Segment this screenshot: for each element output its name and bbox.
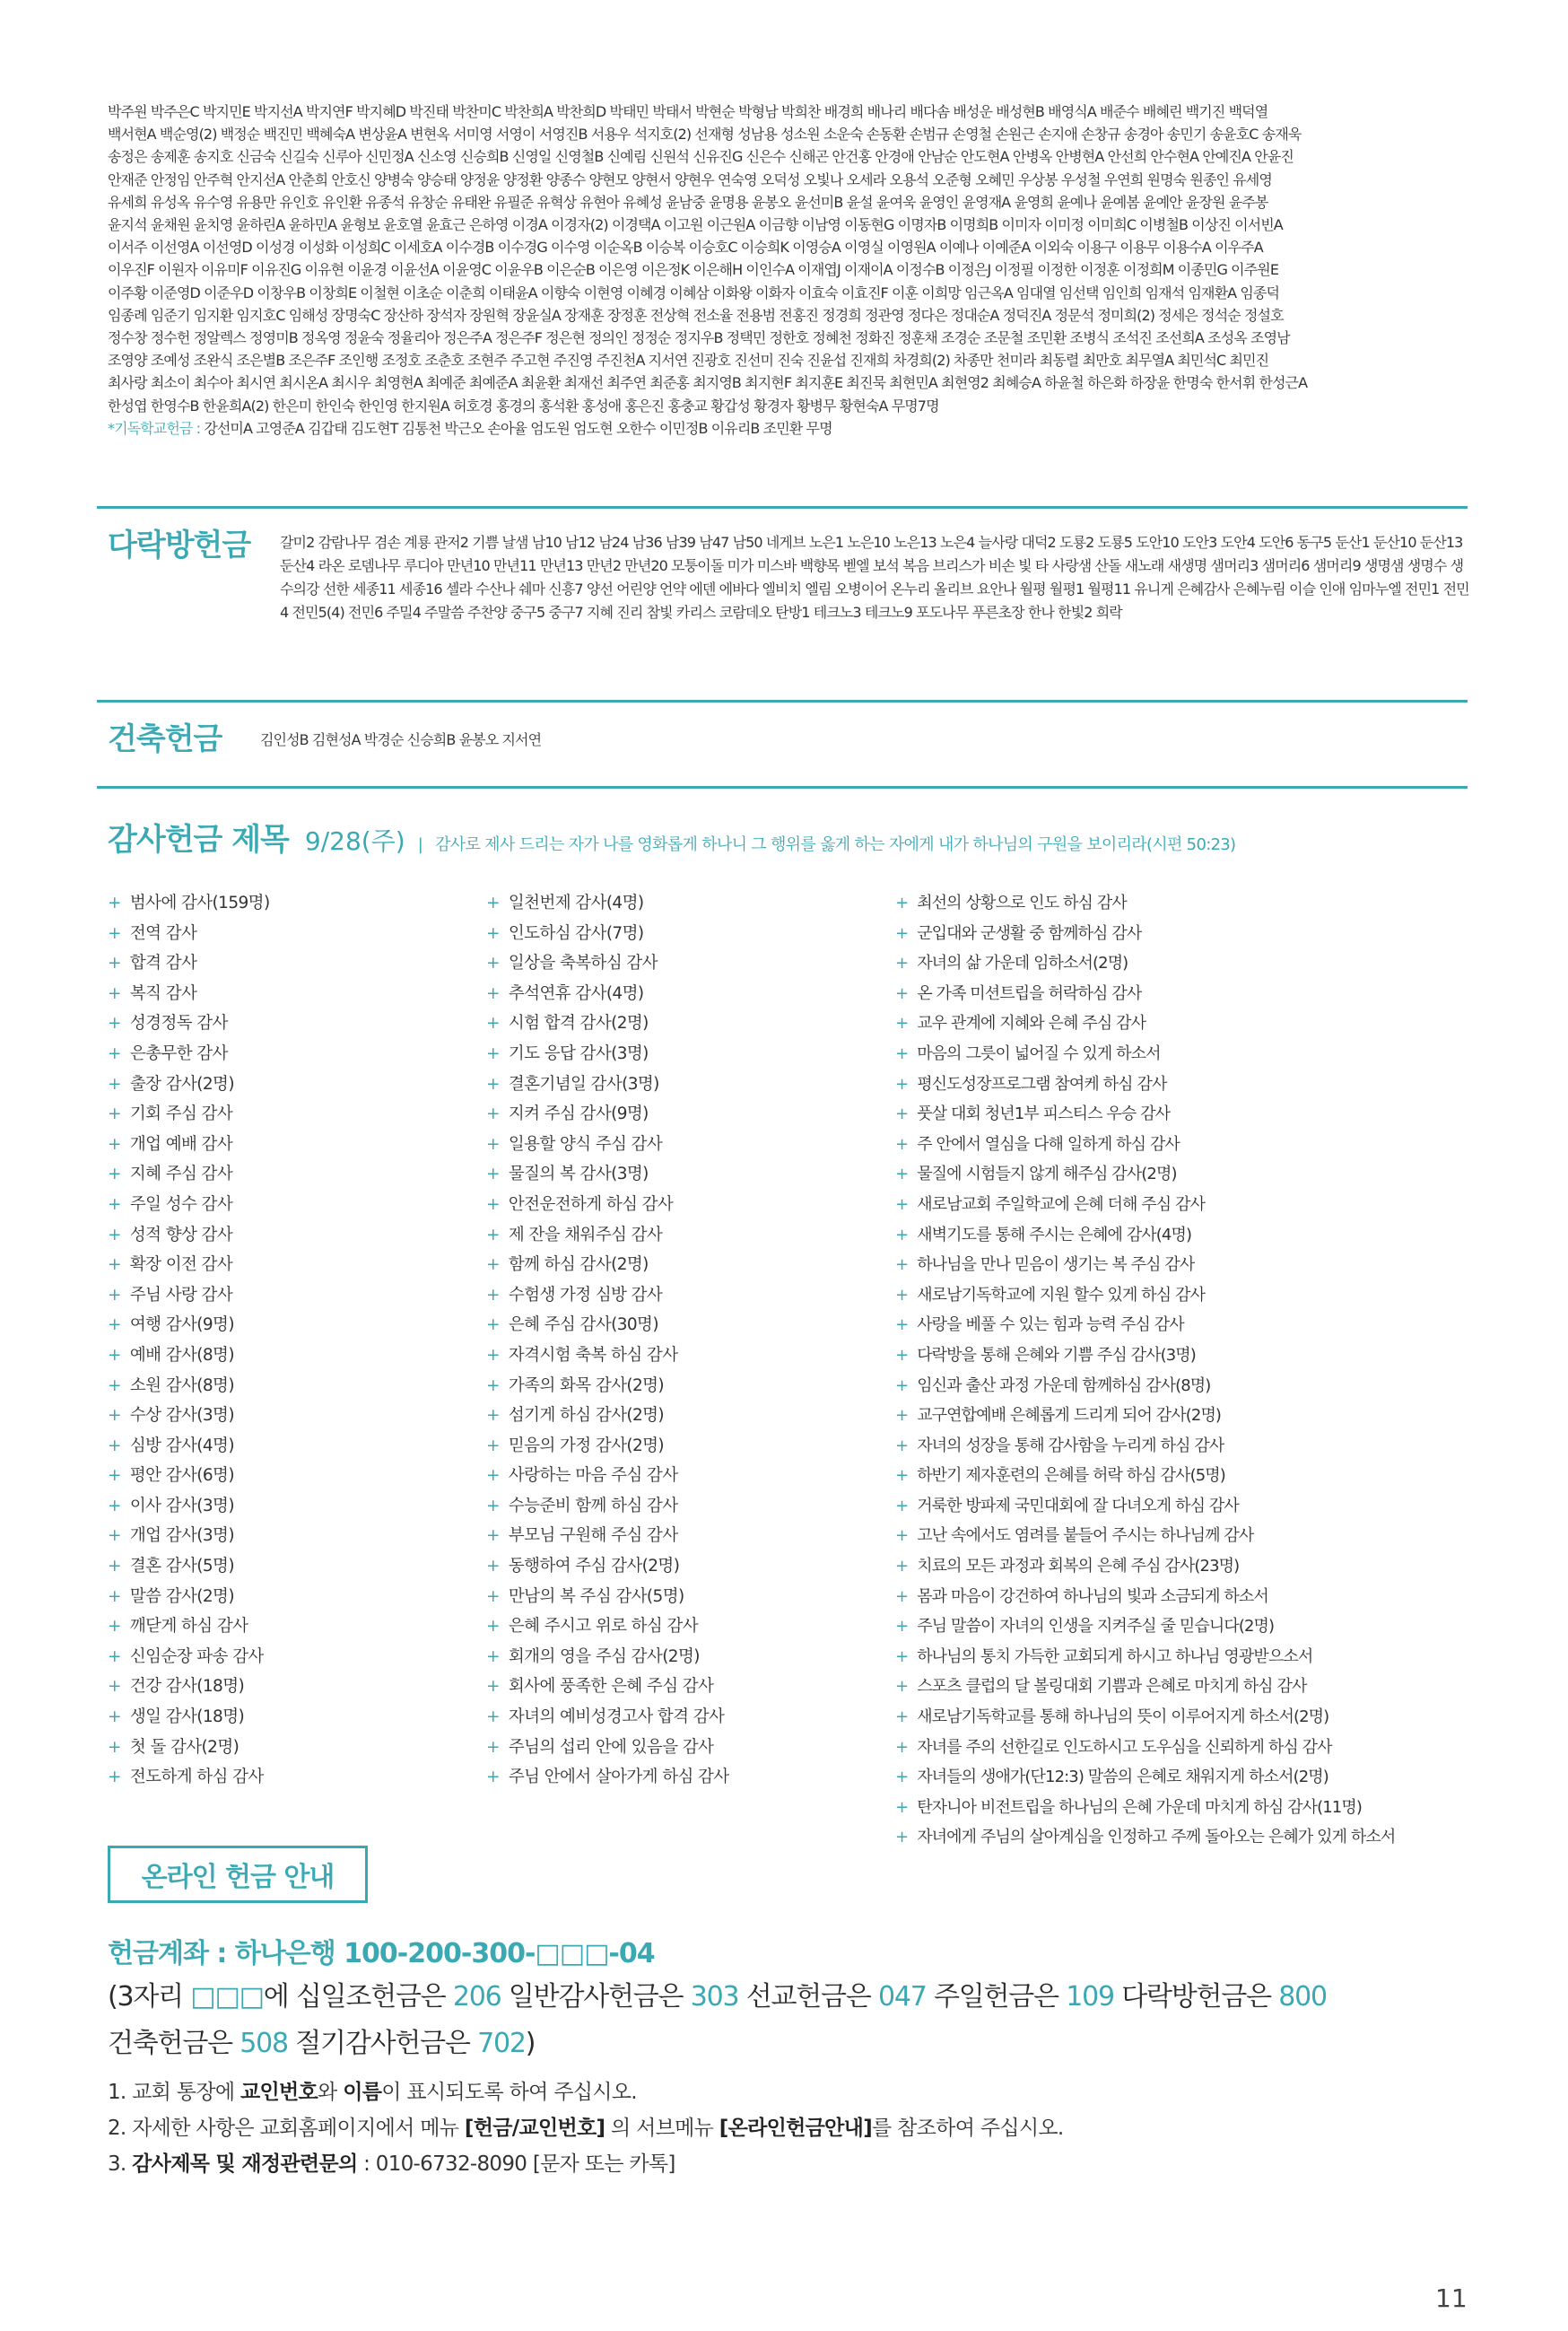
donor-names-line: 최사랑 최소이 최수아 최시연 최시온A 최시우 최영현A 최예준 최예준A 최윤환 최재선 최주연 최준홍 최지영B 최지현F 최지훈E 최진묵 최현민A 최현영2 최혜승A 하윤철 하은화 하장윤 한명숙 한서휘 한성근A [108, 374, 1308, 392]
thanks-item: + 첫 돌 감사(2명) [108, 1733, 270, 1763]
offering-codes [108, 1974, 1471, 2067]
thanks-item: + 새로남기독학교를 통해 하나님의 뜻이 이루어지게 하소서(2명) [895, 1702, 1395, 1733]
edu-offering-names: 강선미A 고영준A 김갑태 김도현T 김통천 박근오 손아율 엄도원 엄도현 오한수 이민정B 이유리B 조민환 무명 [204, 419, 832, 437]
thanks-item: + 몸과 마음이 강건하여 하나님의 빛과 소금되게 하소서 [895, 1582, 1395, 1612]
thanks-item: + 동행하여 주심 감사(2명) [486, 1551, 729, 1582]
codes-text: 일반감사헌금은 [501, 1981, 691, 2012]
thanks-item: + 가족의 화목 감사(2명) [486, 1371, 729, 1401]
note-text: 의 서브메뉴 [605, 2117, 719, 2140]
thanks-item: + 신임순장 파송 감사 [108, 1642, 270, 1672]
edu-offering-label: *기독학교헌금 : [108, 419, 201, 437]
thanks-item: + 수상 감사(3명) [108, 1401, 270, 1431]
codes-text: 선교헌금은 [738, 1981, 878, 2012]
codes-text: 다락방헌금은 [1113, 1981, 1279, 2012]
thanks-column-3 [895, 888, 1395, 1853]
thanks-item: + 전역 감사 [108, 919, 270, 949]
seasonal-code: 702 [477, 2028, 526, 2059]
edu-offering-line [108, 417, 1471, 440]
thanks-item: + 믿음의 가정 감사(2명) [486, 1431, 729, 1462]
thanks-heading [108, 815, 1235, 859]
thanks-item: + 새로남기독학교에 지원 할수 있게 하심 감사 [895, 1280, 1395, 1311]
thanks-item: + 범사에 감사(159명) [108, 888, 270, 919]
thanks-item: + 마음의 그릇이 넓어질 수 있게 하소서 [895, 1039, 1395, 1069]
thanks-item: + 확장 이전 감사 [108, 1250, 270, 1280]
donor-names-line: 안재준 안정임 안주혁 안지선A 안춘희 안호신 양병숙 양승태 양정윤 양정환 양종수 양현모 양현서 양현우 연숙영 오덕성 오빛나 오세라 오용석 오준형 오혜민 우상봉 우성철 우연희 원명숙 원종인 유세영 [108, 170, 1272, 188]
thanks-item: + 결혼기념일 감사(3명) [486, 1069, 729, 1100]
note-emphasis: [온라인헌금안내] [719, 2117, 873, 2140]
thanks-item: + 결혼 감사(5명) [108, 1551, 270, 1582]
thanks-item: + 회개의 영을 주심 감사(2명) [486, 1642, 729, 1672]
building-title: 건축헌금 [108, 721, 222, 757]
thanks-item: + 평안 감사(6명) [108, 1461, 270, 1491]
thanks-item: + 물질에 시험들지 않게 해주심 감사(2명) [895, 1159, 1395, 1190]
thanks-item: + 이사 감사(3명) [108, 1491, 270, 1522]
thanks-item: + 개업 감사(3명) [108, 1521, 270, 1551]
thanks-item: + 군입대와 군생활 중 함께하심 감사 [895, 919, 1395, 949]
donor-names-line: 이서주 이선영A 이선영D 이성경 이성화 이성희C 이세호A 이수경B 이수경G 이수영 이순옥B 이승복 이승호C 이승희K 이영승A 이영실 이영원A 이예나 이예준A 이외숙 이용구 이용무 이용수A 이우주A [108, 239, 1263, 257]
donor-names-line: 이우진F 이원자 이유미F 이유진G 이유현 이윤경 이윤선A 이윤영C 이윤우B 이은순B 이은영 이은정K 이은해H 이인수A 이재엽J 이재이A 이정수B 이정은J 이정필 이정한 이정훈 이정희M 이종민G 이주원E [108, 261, 1279, 279]
note-text: 2. 자세한 사항은 교회홈페이지에서 메뉴 [108, 2117, 465, 2140]
thanks-item: + 스포츠 클럽의 달 볼링대회 기쁨과 은혜로 마치게 하심 감사 [895, 1672, 1395, 1702]
thanks-item: + 자격시험 축복 하심 감사 [486, 1340, 729, 1371]
thanks-item: + 함께 하심 감사(2명) [486, 1250, 729, 1280]
bible-verse: 감사로 제사 드리는 자가 나를 영화롭게 하나니 그 행위를 옳게 하는 자에게 내가 하나님의 구원을 보이리라(시편 50:23) [435, 835, 1236, 854]
thanks-item: + 기회 주심 감사 [108, 1099, 270, 1130]
thanks-item: + 주님 사랑 감사 [108, 1280, 270, 1311]
note-text: 와 [318, 2081, 344, 2104]
thanks-item: + 새벽기도를 통해 주시는 은혜에 감사(4명) [895, 1220, 1395, 1251]
donor-names-line: 유세희 유성옥 유수영 유용만 유인호 유인환 유종석 유창순 유태완 유필준 유혁상 유현아 유혜성 윤남중 윤명용 윤봉오 윤선미B 윤설 윤여욱 윤영인 윤영재A 윤영희 윤예나 윤예봄 윤예안 윤장원 윤주봉 [108, 193, 1268, 211]
thanks-item: + 자녀들의 생애가(단12:3) 말씀의 은혜로 채워지게 하소서(2명) [895, 1762, 1395, 1793]
thanks-item: + 은총무한 감사 [108, 1039, 270, 1069]
thanks-item: + 교구연합예배 은혜롭게 드리게 되어 감사(2명) [895, 1401, 1395, 1431]
thanks-title: 감사헌금 제목 [108, 822, 289, 858]
donor-names-line: 윤지석 윤채원 윤치영 윤하린A 윤하민A 윤형보 윤호열 윤효근 은하영 이경A 이경자(2) 이경택A 이고원 이근원A 이금향 이남영 이동현G 이명자B 이명희B 이미자 이미정 이미희C 이병철B 이상진 이서빈A [108, 216, 1283, 234]
thanks-item: + 시험 합격 감사(2명) [486, 1008, 729, 1039]
building-code: 508 [240, 2028, 288, 2059]
thanks-item: + 풋살 대회 청년1부 피스티스 우승 감사 [895, 1099, 1395, 1130]
thanks-item: + 사랑을 베풀 수 있는 힘과 능력 주심 감사 [895, 1310, 1395, 1340]
thanks-item: + 탄자니아 비전트립을 하나님의 은혜 가운데 마치게 하심 감사(11명) [895, 1793, 1395, 1823]
thanks-item: + 은혜 주심 감사(30명) [486, 1310, 729, 1340]
note-text: : 010-6732-8090 [문자 또는 카톡] [357, 2152, 675, 2176]
thanks-date: 9/28(주) [304, 826, 405, 856]
section-divider [97, 506, 1468, 509]
thanks-item: + 안전운전하게 하심 감사 [486, 1190, 729, 1220]
donor-names-line: 박주원 박주은C 박지민E 박지선A 박지연F 박지혜D 박진태 박찬미C 박찬희A 박찬희D 박태민 박태서 박현순 박형남 박희찬 배경희 배나리 배다솜 배성운 배성현B 배영식A 배준수 배혜린 백기진 백덕열 [108, 103, 1268, 120]
thanks-item: + 자녀를 주의 선한길로 인도하시고 도우심을 신뢰하게 하심 감사 [895, 1733, 1395, 1763]
thanks-item: + 교우 관계에 지혜와 은혜 주심 감사 [895, 1008, 1395, 1039]
thanks-item: + 수능준비 함께 하심 감사 [486, 1491, 729, 1522]
donor-names-line: 이주황 이준영D 이준우D 이창우B 이창희E 이철현 이초순 이춘희 이태윤A 이향숙 이현영 이혜경 이혜삼 이화왕 이화자 이효숙 이효진F 이훈 이희망 임근옥A 임대열 임선택 임인희 임재석 임재환A 임종덕 [108, 284, 1280, 301]
online-offering-title: 온라인 헌금 안내 [108, 1846, 368, 1903]
mission-code: 047 [877, 1981, 927, 2012]
thanks-item: + 성경정독 감사 [108, 1008, 270, 1039]
thanks-item: + 물질의 복 감사(3명) [486, 1159, 729, 1190]
thanks-item: + 말씀 감사(2명) [108, 1582, 270, 1612]
note-3 [108, 2146, 1064, 2182]
thanks-item: + 새로남교회 주일학교에 은혜 더해 주심 감사 [895, 1190, 1395, 1220]
thanks-item: + 온 가족 미션트립을 허락하심 감사 [895, 979, 1395, 1009]
donor-names-line: 송정은 송제훈 송지호 신금숙 신길숙 신루아 신민정A 신소영 신승희B 신영일 신영철B 신예림 신원석 신유진G 신은수 신해곤 안건홍 안경애 안남순 안도현A 안병옥 안병현A 안선희 안수현A 안예진A 안윤진 [108, 148, 1294, 166]
note-emphasis: 감사제목 및 재정관련문의 [132, 2152, 358, 2176]
thanks-item: + 자녀의 성장을 통해 감사함을 누리게 하심 감사 [895, 1431, 1395, 1462]
thanks-item: + 고난 속에서도 염려를 붙들어 주시는 하나님께 감사 [895, 1521, 1395, 1551]
thanks-item: + 소원 감사(8명) [108, 1371, 270, 1401]
donor-names-block [108, 100, 1471, 440]
thanks-item: + 일상을 축복하심 감사 [486, 948, 729, 979]
thanks-item: + 만남의 복 주심 감사(5명) [486, 1582, 729, 1612]
thanks-item: + 주님 안에서 살아가게 하심 감사 [486, 1762, 729, 1793]
thanks-item: + 복직 감사 [108, 979, 270, 1009]
general-thanks-code: 303 [690, 1981, 739, 2012]
thanks-item: + 다락방을 통해 은혜와 기쁨 주심 감사(3명) [895, 1340, 1395, 1371]
codes-text: ) [525, 2028, 536, 2059]
note-text: 를 참조하여 주십시오. [872, 2117, 1064, 2140]
offering-codes-line-2 [108, 2021, 1471, 2067]
thanks-item: + 주님 말씀이 자녀의 인생을 지켜주실 줄 믿습니다(2명) [895, 1611, 1395, 1642]
thanks-item: + 인도하심 감사(7명) [486, 919, 729, 949]
thanks-item: + 섬기게 하심 감사(2명) [486, 1401, 729, 1431]
thanks-item: + 임신과 출산 과정 가운데 함께하심 감사(8명) [895, 1371, 1395, 1401]
offering-notes [108, 2074, 1064, 2182]
thanks-item: + 자녀의 예비성경고사 합격 감사 [486, 1702, 729, 1733]
darakbang-code: 800 [1278, 1981, 1327, 2012]
thanks-item: + 생일 감사(18명) [108, 1702, 270, 1733]
thanks-item: + 예배 감사(8명) [108, 1340, 270, 1371]
thanks-column-2 [486, 888, 729, 1793]
codes-text: 건축헌금은 [108, 2028, 240, 2059]
thanks-item: + 자녀에게 주님의 살아계심을 인정하고 주께 돌아오는 은혜가 있게 하소서 [895, 1822, 1395, 1853]
codes-text: 주일헌금은 [926, 1981, 1067, 2012]
thanks-item: + 주 안에서 열심을 다해 일하게 하심 감사 [895, 1130, 1395, 1160]
thanks-item: + 지켜 주심 감사(9명) [486, 1099, 729, 1130]
section-divider [97, 700, 1468, 703]
thanks-item: + 부모님 구원해 주심 감사 [486, 1521, 729, 1551]
donor-names-line: 조영양 조예성 조완식 조은별B 조은주F 조인행 조정호 조춘호 조현주 주고현 주진영 주진천A 지서연 진광호 진선미 진숙 진윤섭 진재희 차경희(2) 차종만 천미라 최동렬 최만호 최무열A 최민석C 최민진 [108, 352, 1269, 370]
sunday-code: 109 [1066, 1981, 1114, 2012]
note-2 [108, 2110, 1064, 2146]
section-divider [97, 786, 1468, 789]
thanks-item: + 거룩한 방파제 국민대회에 잘 다녀오게 하심 감사 [895, 1491, 1395, 1522]
tithe-code: 206 [452, 1981, 501, 2012]
note-text: 이 표시되도록 하여 주십시오. [381, 2081, 637, 2104]
thanks-item: + 여행 감사(9명) [108, 1310, 270, 1340]
donor-names-line: 정수창 정수헌 정알렉스 정영미B 정옥영 정윤숙 정율리아 정은주A 정은주F 정은현 정의인 정정순 정지우B 정택민 정한호 정혜천 정화진 정훈채 조경순 조문철 조민환 조병식 조석진 조선희A 조성옥 조영남 [108, 329, 1290, 347]
thanks-item: + 수험생 가정 심방 감사 [486, 1280, 729, 1311]
donor-names-line: 백서현A 백순영(2) 백정순 백진민 백혜숙A 변상윤A 변현옥 서미영 서영이 서영진B 서용우 석지호(2) 선재형 성남용 성소원 소운숙 손동환 손범규 손영철 손원근 손지애 손창규 송경아 송민기 송윤호C 송재욱 [108, 126, 1302, 144]
thanks-item: + 추석연휴 감사(4명) [486, 979, 729, 1009]
thanks-item: + 하나님의 통치 가득한 교회되게 하시고 하나님 영광받으소서 [895, 1642, 1395, 1672]
darakbang-title: 다락방헌금 [108, 528, 251, 563]
thanks-item: + 하반기 제자훈련의 은혜를 허락 하심 감사(5명) [895, 1461, 1395, 1491]
donor-names-line: 한성엽 한영수B 한윤희A(2) 한은미 한인숙 한인영 한지원A 허호경 홍경의 홍석환 홍성애 홍은진 홍충교 황갑성 황경자 황병무 황현숙A 무명7명 [108, 397, 939, 415]
thanks-column-1 [108, 888, 270, 1793]
codes-text: (3자리 [108, 1981, 191, 2012]
building-list: 김인성B 김현성A 박경순 신승희B 윤봉오 지서연 [260, 731, 542, 748]
thanks-item: + 은혜 주시고 위로 하심 감사 [486, 1611, 729, 1642]
note-1 [108, 2074, 1064, 2110]
thanks-item: + 깨닫게 하심 감사 [108, 1611, 270, 1642]
thanks-item: + 평신도성장프로그램 참여케 하심 감사 [895, 1069, 1395, 1100]
thanks-item: + 사랑하는 마음 주심 감사 [486, 1461, 729, 1491]
thanks-item: + 합격 감사 [108, 948, 270, 979]
thanks-item: + 자녀의 삶 가운데 임하소서(2명) [895, 948, 1395, 979]
donor-names-line: 임종례 임준기 임지환 임지호C 임해성 장명숙C 장산하 장석자 장원혁 장윤실A 장재훈 장정훈 전상혁 전소율 전용범 전홍진 정경희 정관영 정다은 정대순A 정덕진A 정문석 정미희(2) 정세은 정석순 정설호 [108, 306, 1284, 324]
thanks-item: + 건강 감사(18명) [108, 1672, 270, 1702]
thanks-item: + 주님의 섭리 안에 있음을 감사 [486, 1733, 729, 1763]
thanks-item: + 지혜 주심 감사 [108, 1159, 270, 1190]
thanks-item: + 하나님을 만나 믿음이 생기는 복 주심 감사 [895, 1250, 1395, 1280]
thanks-item: + 회사에 풍족한 은혜 주심 감사 [486, 1672, 729, 1702]
thanks-item: + 개업 예배 감사 [108, 1130, 270, 1160]
heading-separator: | [417, 835, 423, 854]
note-emphasis: [헌금/교인번호] [464, 2117, 605, 2140]
note-emphasis: 이름 [343, 2081, 382, 2104]
codes-text: 에 십일조헌금은 [263, 1981, 453, 2012]
thanks-item: + 일천번제 감사(4명) [486, 888, 729, 919]
offering-codes-line-1 [108, 1974, 1471, 2021]
thanks-item: + 일용할 양식 주심 감사 [486, 1130, 729, 1160]
thanks-item: + 기도 응답 감사(3명) [486, 1039, 729, 1069]
thanks-item: + 최선의 상황으로 인도 하심 감사 [895, 888, 1395, 919]
darakbang-list: 갈미2 감람나무 겸손 계룡 관저2 기쁨 날샘 남10 남12 남24 남36 남39 남47 남50 네게브 노은1 노은10 노은13 노은4 늘사랑 대덕2 도룡2 도룡5 도안10 도안3 도안4 도안6 동구5 둔산1 둔산10 둔산13 둔산4 라온 로뎀나무 루디아 만년10 만년11 만년13 만년2 만년20 모퉁이돌 미가 미스바 백향목 벧엘 보석 복음 브리스가 비손 빛 타 사랑샘 산돌 새노래 새생명 샘머리3 샘머리6 샘머리9 생명샘 생명수 생수의강 선한 세종11 세종16 셀라 수산나 쉐마 신흥7 양선 어린양 언약 에덴 에바다 엘비치 엘림 오병이어 온누리 올리브 요안나 월평 월평1 월평11 유니게 은혜감사 은혜누림 이슬 인애 임마누엘 전민1 전민4 전민5(4) 전민6 주밀4 주말씀 주찬양 중구5 중구7 지혜 진리 참빛 카리스 코람데오 탄방1 테크노3 테크노9 포도나무 푸른초장 한나 한빛2 희락 [280, 534, 1469, 621]
thanks-item: + 심방 감사(4명) [108, 1431, 270, 1462]
thanks-item: + 출장 감사(2명) [108, 1069, 270, 1100]
thanks-item: + 성적 향상 감사 [108, 1220, 270, 1251]
offering-account: 헌금계좌 : 하나은행 100-200-300-□□□-04 [108, 1938, 655, 1969]
note-emphasis: 교인번호 [240, 2081, 318, 2104]
note-text: 3. [108, 2152, 133, 2176]
note-text: 1. 교회 통장에 [108, 2081, 240, 2104]
codes-box: □□□ [190, 1981, 264, 2012]
thanks-item: + 제 잔을 채워주심 감사 [486, 1220, 729, 1251]
thanks-item: + 전도하게 하심 감사 [108, 1762, 270, 1793]
codes-text: 절기감사헌금은 [287, 2028, 478, 2059]
thanks-item: + 주일 성수 감사 [108, 1190, 270, 1220]
thanks-item: + 치료의 모든 과정과 회복의 은혜 주심 감사(23명) [895, 1551, 1395, 1582]
page-number: 11 [1435, 2283, 1468, 2313]
